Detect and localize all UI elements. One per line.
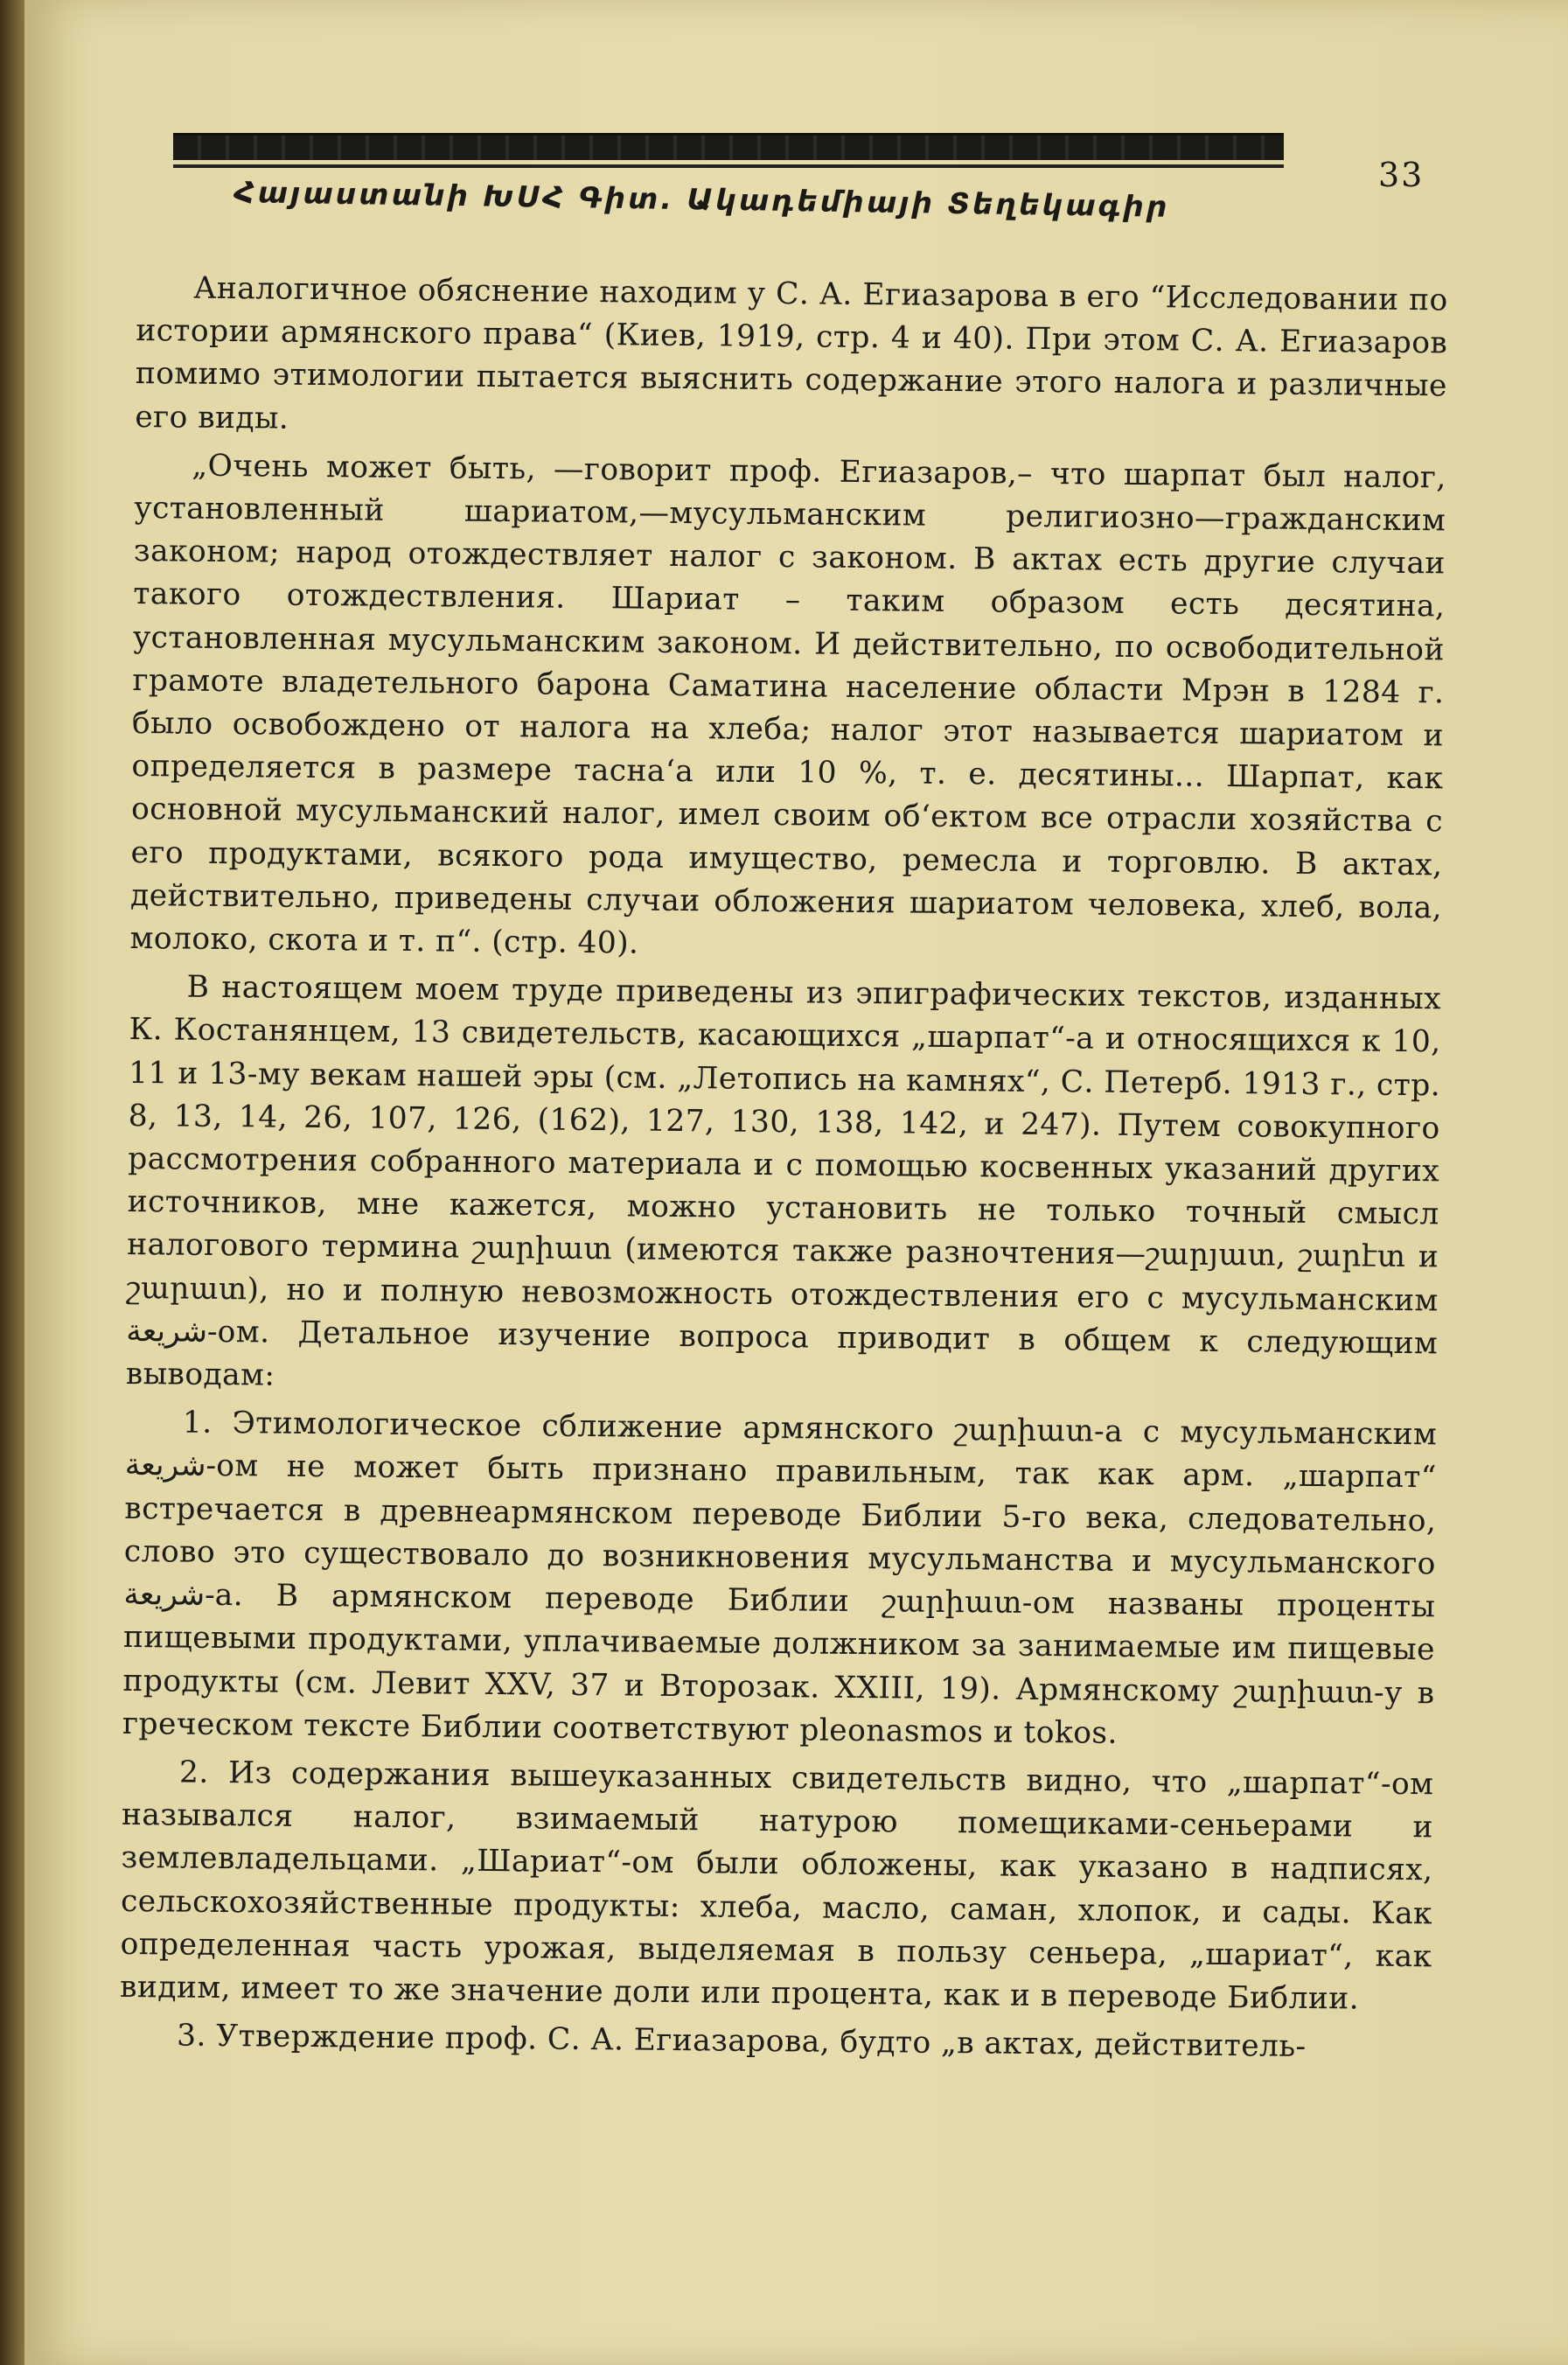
running-head: Հայաստանի ԽՍՀ Գիտ. Ակադեմիայի Տեղեկագիր	[233, 175, 1170, 224]
paragraph-conclusion-2: 2. Из содержания вышеуказанных свидетельств видно, что „шарпат“-ом назывался налог, взимаемый натурою помещиками-сеньерами и землевладельцами. „Шариат“-ом были обложены, как указано в надписях, сельскохозяйственные продукты: хлеба, масло, саман, хлопок, и сады. Как определенная часть урожая, выделяемая в пользу сеньера, „шариат“, как видим, имеет то же значение доли или процента, как и в переводе Библии.	[119, 1755, 1434, 2017]
paragraph-conclusion-1: 1. Этимологическое сближение армянского շարիատ-а с мусульманским شريعة-ом не может быть признано правильным, так как арм. „шарпат“ встречается в древнеармянском переводе Библии 5-го века, следовательно, слово это существовало до возникновения мусульманства и мусульманского شريعة-а. В армянском переводе Библии շարիատ-ом названы проценты пищевыми продуктами, уплачиваемые должником за занимаемые им пищевые продукты (см. Левит XXV, 37 и Второзак. XXIII, 19). Армянскому շարիատ-у в греческом тексте Библии соответствуют pleonasmos и tokos.	[122, 1405, 1438, 1751]
header-rule	[173, 133, 1284, 160]
page-number: 33	[1378, 156, 1425, 194]
body-text	[119, 267, 1448, 2070]
header-rule-thin	[173, 164, 1284, 168]
paragraph-2: „Очень может быть, —говорит проф. Егиазаров,– что шарпат был налог, установленный шариатом,—мусульманским религиозно—гражданским законом; народ отождествляет налог с законом. В актах есть другие случаи такого отождествления. Шариат – таким образом есть десятина, установленная мусульманским законом. И действительно, по освободительной грамоте владетельного барона Саматина население области Мрэн в 1284 г. было освобождено от налога на хлеба; налог этот называется шариатом и определяется в размере тасна‘а или 10 %, т. е. десятины... Шарпат, как основной мусульманский налог, имел своим об‘ектом все отрасли хозяйства с его продуктами, всякого рода имущество, ремесла и торговлю. В актах, действительно, приведены случаи обложения шариатом человека, хлеб, вола, молоко, скота и т. п“. (стр. 40).	[129, 448, 1446, 961]
book-page	[24, 0, 1568, 2365]
paragraph-3: В настоящем моем труде приведены из эпиграфических текстов, изданных К. Костанянцем, 13 свидетельств, касающихся „шарпат“-а и относящихся к 10, 11 и 13-му векам нашей эры (см. „Летопись на камнях“, С. Петерб. 1913 г., стр. 8, 13, 14, 26, 107, 126, (162), 127, 130, 138, 142, и 247). Путем совокупного рассмотрения собранного материала и с помощью косвенных указаний других источников, мне кажется, можно установить не только точный смысл налогового термина շարիատ (имеются также разночтения—շարյատ, շարէտ и շարատ), но и полную невозможность отождествления его с мусульманским شريعة-ом. Детальное изучение вопроса приводит в общем к следующим выводам:	[125, 969, 1442, 1393]
paragraph-conclusion-3: 3. Утверждение проф. С. А. Егиазарова, будто „в актах, действитель-	[176, 2018, 1307, 2065]
paragraph-1: Аналогичное обяснение находим у С. А. Егиазарова в его “Исследовании по истории армянского права“ (Киев, 1919, стр. 4 и 40). При этом С. А. Егиазаров помимо этимологии пытается выяснить содержание этого налога и различные его виды.	[135, 270, 1448, 436]
book-spine	[0, 0, 24, 2365]
